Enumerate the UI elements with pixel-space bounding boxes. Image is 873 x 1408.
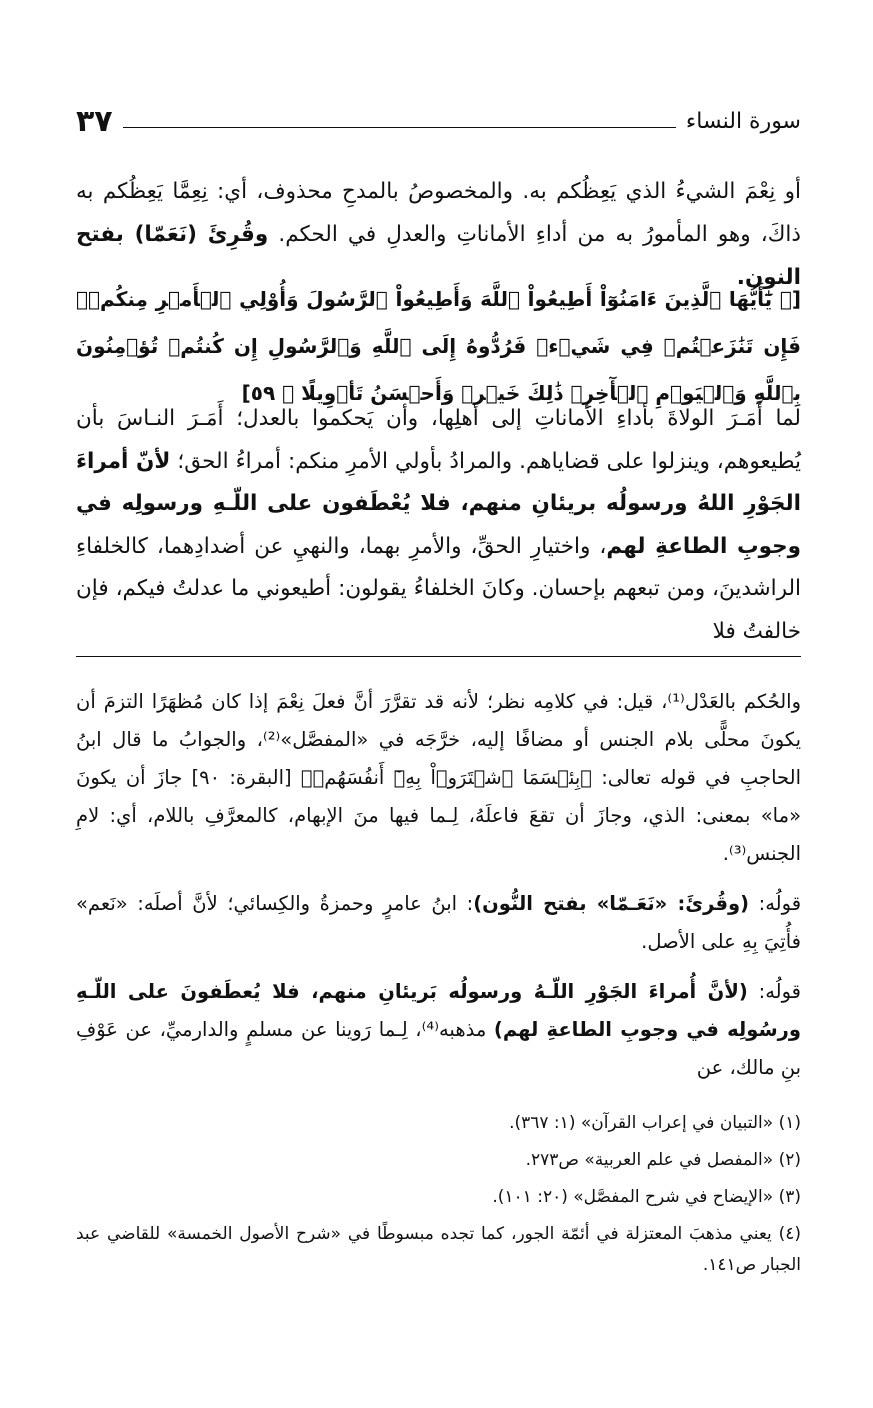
commentary-part: لما أَمَـرَ الولاةَ بأداءِ الأماناتِ إلى أهلِها، وأن يَحكموا بالعدل؛ أَمَـرَ النـاسَ بأن يُطيعوهم، وينزلوا على قضاياهم. والمرادُ بأولي الأمرِ منكم: أمراءُ الحق؛ [76,406,801,474]
section-separator [76,656,801,657]
footnote: (١) «التبيان في إعراب القرآن» (١: ٣٦٧). [509,1113,801,1133]
marginal-notes [76,683,801,1099]
main-text-bold: وقُرِئَ (نَعَمّا) بفتح النون. [76,222,801,290]
note-paragraph [76,973,801,1087]
commentary [76,398,801,653]
note-label: قولُه: [749,892,802,915]
note-paragraph: والحُكم بالعَدْل⁽¹⁾، قيل: في كلامِه نظر؛ لأنه قد تقرَّرَ أنَّ فعلَ نِعْمَ إذا كان مُظهَرًا التزمَ أن يكونَ محلًّى بلام الجنس أو مضافًا إليه، خرَّجَه في «المفصَّل»⁽²⁾، والجوابُ ما قال ابنُ الحاجبِ في قوله تعالى: ﴿بِئۡسَمَا ٱشۡتَرَوۡاْ بِهِۦٓ أَنفُسَهُمۡ﴾ [البقرة: ٩٠] جازَ أن يكونَ «ما» بمعنى: الذي، وجازَ أن تقعَ فاعلَهُ، لِـما فيها منَ الإبهام، كالمعرَّفِ باللام، أي: لامِ الجنس⁽³⁾. [76,690,802,865]
footnote: (٤) يعني مذهبَ المعتزلة في أئمّة الجور، كما تجده مبسوطًا في «شرح الأصول الخمسة» للقاضي عبد الجبار ص١٤١. [76,1224,801,1275]
page-number: ٣٧ [76,103,113,139]
quran-verse [76,276,801,417]
footnote: (٣) «الإيضاح في شرح المفصَّل» (٢٠: ١٠١). [492,1187,801,1207]
footnotes [76,1108,801,1287]
note-text: مذهبه⁽⁴⁾، لِـما رَوينا عن مسلمٍ والدارميِّ، عن عَوْفِ بنِ مالك، عن [76,1018,801,1079]
note-bold: (وقُرئَ: «نَعَـمّا» بفتح النُّون) [473,892,750,915]
commentary-paragraph [76,398,801,653]
commentary-bold: لأنّ أمراءَ الجَوْرِ اللهُ ورسولُه بريئانِ منهم، فلا يُعْطَفون على اللّـهِ ورسولِه في وجوبِ الطاعةِ لهم [76,448,801,559]
surah-title: سورة النساء [685,108,801,134]
header-rule [123,127,676,128]
verse-text: [﴿ يَٰٓأَيُّهَا ٱلَّذِينَ ءَامَنُوٓاْ أَطِيعُواْ ٱللَّهَ وَأَطِيعُواْ ٱلرَّسُولَ وَأُوْلِي ٱلۡأَمۡرِ مِنكُمۡۖ فَإِن تَنَٰزَعۡتُمۡ فِي شَيۡءٖ فَرُدُّوهُ إِلَى ٱللَّهِ وَٱلرَّسُولِ إِن كُنتُمۡ تُؤۡمِنُونَ بِٱللَّهِ وَٱلۡيَوۡمِ ٱلۡأٓخِرِۚ ذَٰلِكَ خَيۡرٞ وَأَحۡسَنُ تَأۡوِيلًا ﴾ ٥٩] [76,287,801,405]
commentary-part: ، واختيارِ الحقِّ، والأمرِ بهما، والنهيِ عن أضدادِهما، كالخلفاءِ الراشدينَ، ومن تبعهم بإحسان. وكانَ الخلفاءُ يقولون: أطيعوني ما عدلتُ فيكم، فإن خالفتُ فلا [76,533,801,644]
footnote: (٢) «المفصل في علم العربية» ص٢٧٣. [525,1150,801,1170]
note-paragraph [76,885,801,961]
note-text: : ابنُ عامرٍ وحمزةُ والكِسائي؛ لأنَّ أصلَه: «نَعم» فأُتِيَ بِهِ على الأصل. [76,892,801,953]
main-text-part: أو نِعْمَ الشيءُ الذي يَعِظُكم به. والمخصوصُ بالمدحِ محذوف، أي: نِعِمَّا يَعِظُكم به ذاكَ، وهو المأمورُ به من أداءِ الأماناتِ والعدلِ في الحكم. [76,179,801,247]
running-header [76,98,801,144]
note-label: قولُه: [747,980,801,1003]
note-bold: (لأنَّ أُمراءَ الجَوْرِ اللّـهُ ورسولُه بَريئانِ منهم، فلا يُعطَفونَ على اللّـهِ ورسُولِه في وجوبِ الطاعةِ لهم) [76,980,801,1041]
